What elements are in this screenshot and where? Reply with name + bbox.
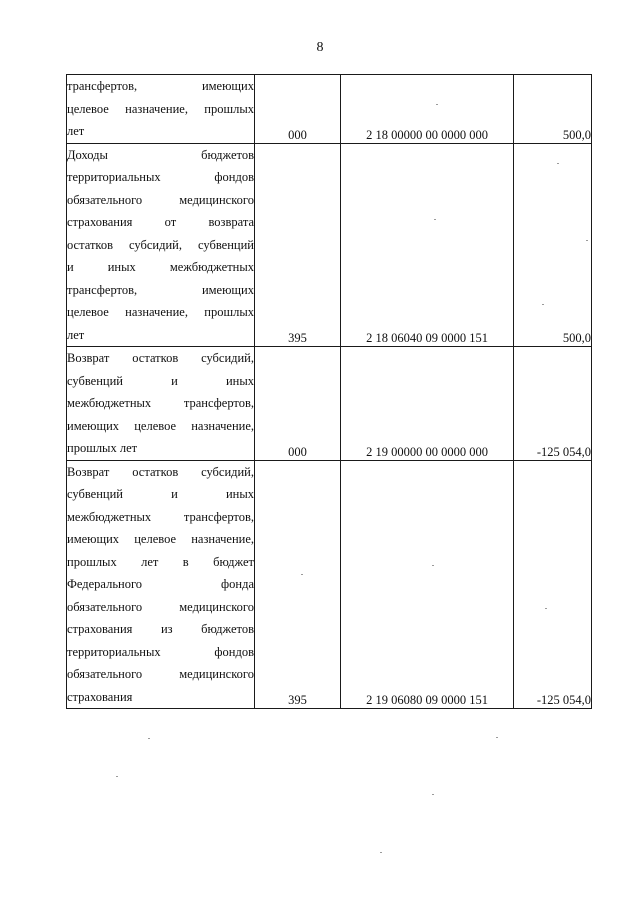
description-line: и иных межбюджетных: [67, 260, 254, 274]
row-description: [67, 143, 255, 347]
description-line: территориальных фондов: [67, 644, 254, 659]
description-line: страхования от возврата: [67, 215, 254, 229]
description-line: прошлых лет: [67, 441, 138, 455]
scan-speck: [432, 565, 434, 566]
amount-cell: -125 054,0: [514, 347, 592, 461]
admin-code-cell: 000: [255, 347, 341, 461]
description-line: имеющих целевое назначение,: [67, 418, 254, 433]
scan-speck: [116, 776, 118, 777]
scan-speck: [557, 163, 559, 164]
budget-table: [66, 74, 592, 709]
row-description: [67, 460, 255, 709]
table-row: [67, 347, 592, 461]
budget-code-cell: 2 18 06040 09 0000 151: [341, 143, 514, 347]
table-row: [67, 143, 592, 347]
description-line: имеющих целевое назначение,: [67, 532, 254, 546]
table-row: [67, 460, 592, 709]
description-line: Возврат остатков субсидий,: [67, 464, 254, 479]
budget-code-cell: 2 19 00000 00 0000 000: [341, 347, 514, 461]
description-line: страхования: [67, 689, 133, 704]
description-line: Федерального фонда: [67, 577, 254, 591]
table-row: [67, 75, 592, 144]
row-description: [67, 347, 255, 461]
description-line: трансфертов, имеющих: [67, 79, 254, 93]
description-line: территориальных фондов: [67, 170, 254, 184]
description-line: прошлых лет в бюджет: [67, 554, 254, 569]
admin-code-cell: 395: [255, 143, 341, 347]
scan-speck: [436, 104, 438, 105]
admin-code-cell: 000: [255, 75, 341, 144]
description-line: трансфертов, имеющих: [67, 282, 254, 297]
description-line: целевое назначение, прошлых: [67, 305, 254, 319]
admin-code-cell: 395: [255, 460, 341, 709]
description-line: обязательного медицинского: [67, 667, 254, 681]
row-description: [67, 75, 255, 144]
budget-code-cell: 2 19 06080 09 0000 151: [341, 460, 514, 709]
description-line: лет: [67, 327, 85, 342]
scan-speck: [545, 608, 547, 609]
amount-cell: 500,0: [514, 143, 592, 347]
description-line: целевое назначение, прошлых: [67, 101, 254, 116]
scan-speck: [301, 574, 303, 575]
scan-speck: [434, 219, 436, 220]
scan-speck: [542, 304, 544, 305]
description-line: субвенций и иных: [67, 487, 254, 501]
budget-code-cell: 2 18 00000 00 0000 000: [341, 75, 514, 144]
description-line: межбюджетных трансфертов,: [67, 396, 254, 410]
scan-speck: [380, 852, 382, 853]
description-line: Доходы бюджетов: [67, 147, 254, 162]
description-line: обязательного медицинского: [67, 599, 254, 614]
description-line: межбюджетных трансфертов,: [67, 509, 254, 524]
amount-cell: 500,0: [514, 75, 592, 144]
amount-cell: -125 054,0: [514, 460, 592, 709]
description-line: остатков субсидий, субвенций: [67, 237, 254, 252]
description-line: страхования из бюджетов: [67, 622, 254, 636]
description-line: субвенций и иных: [67, 373, 254, 388]
description-line: лет: [67, 124, 85, 138]
description-line: Возврат остатков субсидий,: [67, 351, 254, 365]
scan-speck: [586, 240, 588, 241]
page-number: 8: [316, 40, 324, 55]
scan-speck: [496, 737, 498, 738]
description-line: обязательного медицинского: [67, 192, 254, 207]
scan-speck: [432, 794, 434, 795]
scan-speck: [148, 738, 150, 739]
